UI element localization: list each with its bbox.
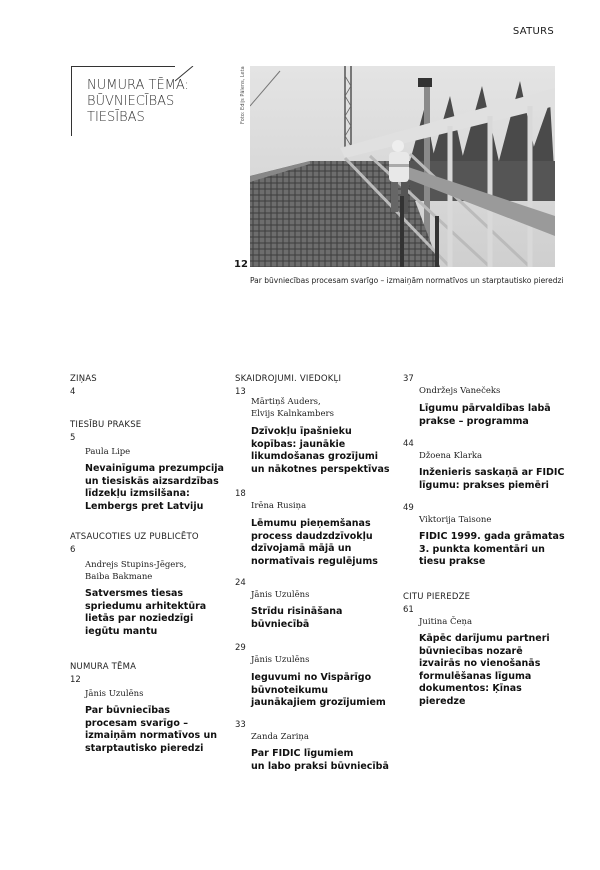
article-title[interactable]: [251, 606, 342, 631]
author-line: Juitina Čeņa: [419, 617, 473, 627]
article-title[interactable]: [419, 403, 551, 428]
page-number: 4: [70, 387, 76, 397]
section-label: TIESĪBU PRAKSE: [70, 420, 142, 430]
section-label: CITU PIEREDZE: [403, 592, 471, 602]
author-line: Zanda Zariņa: [251, 732, 309, 742]
title-line: būvniecībā: [251, 618, 310, 630]
title-line: FIDIC 1999. gada grāmatas: [419, 531, 565, 542]
article-title[interactable]: [251, 748, 389, 773]
section-label: NUMURA TĒMA: [70, 662, 137, 672]
title-line: spriedumu arhitektūra: [85, 600, 207, 612]
article-title[interactable]: [419, 531, 565, 569]
title-line: Dzīvokļu īpašnieku: [251, 426, 352, 437]
title-line: kopības: jaunākie: [251, 438, 346, 450]
section-label: ATSAUCOTIES UZ PUBLICĒTO: [70, 532, 199, 542]
author-line: Irēna Rusiņa: [251, 501, 307, 511]
title-line: līgumu: prakses piemēri: [419, 479, 549, 491]
author-line: Mārtiņš Auders,: [251, 397, 321, 407]
title-line: Lēmumu pieņemšanas: [251, 518, 371, 529]
title-line: būvnoteikumu: [251, 684, 329, 696]
theme-title-line: TIESĪBAS: [87, 110, 145, 125]
photo-page-number: 12: [234, 259, 248, 270]
photo-credit: Foto: Edijs Pālens, Leta: [240, 66, 246, 124]
title-line: procesam svarīgo –: [85, 717, 188, 729]
page-number: 24: [235, 578, 246, 588]
article-author: [419, 616, 472, 628]
title-line: Kāpēc darījumu partneri: [419, 633, 550, 644]
title-line: dokumentos: Ķīnas: [419, 683, 522, 694]
page-number: 37: [403, 374, 414, 384]
author-line: Džoena Klarka: [419, 451, 483, 461]
article-author: [251, 589, 309, 601]
page-number: 18: [235, 489, 246, 499]
article-author: [85, 559, 186, 583]
article-title[interactable]: [251, 672, 386, 710]
page-number: 61: [403, 605, 414, 615]
theme-box-top-rule: [71, 66, 175, 67]
author-line: Ondržejs Vanečeks: [419, 386, 501, 396]
theme-title-line: NUMURA TĒMA:: [87, 78, 189, 93]
title-line: un tiesiskās aizsardzības: [85, 475, 219, 487]
author-line: Jānis Uzulēns: [251, 590, 310, 600]
title-line: Nevainīguma prezumpcija: [85, 463, 224, 474]
article-title[interactable]: [85, 463, 224, 513]
page-number: 12: [70, 675, 81, 685]
section-label: SKAIDROJUMI. VIEDOKĻI: [235, 374, 342, 384]
article-title[interactable]: [251, 426, 390, 476]
construction-photo: [250, 66, 555, 267]
author-line: Viktorija Taisone: [419, 515, 492, 525]
title-line: Satversmes tiesas: [85, 588, 184, 599]
title-line: process daudzdzīvokļu: [251, 530, 373, 542]
photo-caption: Par būvniecības procesam svarīgo – izmaiņām normatīvos un starptautisko pieredzi: [250, 276, 564, 285]
title-line: izvairās no vienošanās: [419, 658, 541, 669]
article-author: [251, 731, 309, 743]
article-title[interactable]: [419, 633, 550, 708]
article-author: [251, 396, 334, 420]
title-line: Par FIDIC līgumiem: [251, 748, 354, 759]
title-line: Strīdu risināšana: [251, 606, 343, 617]
author-line: Jānis Uzulēns: [251, 655, 310, 665]
title-line: Lembergs pret Latviju: [85, 500, 204, 512]
page-number: 29: [235, 643, 246, 653]
title-line: izmaiņām normatīvos un: [85, 730, 218, 741]
title-line: tiesu prakse: [419, 556, 486, 567]
title-line: starptautisko pieredzi: [85, 742, 204, 754]
theme-title-line: BŪVNIECĪBAS: [87, 94, 175, 109]
article-author: [85, 446, 130, 458]
title-line: jaunākajiem grozījumiem: [251, 697, 386, 708]
theme-box: [71, 66, 231, 136]
theme-title: [87, 78, 189, 126]
article-author: [419, 385, 500, 397]
title-line: 3. punkta komentāri un: [419, 543, 545, 555]
title-line: un nākotnes perspektīvas: [251, 463, 390, 475]
title-line: Ieguvumi no Vispārīgo: [251, 672, 372, 683]
page-number: 44: [403, 439, 414, 449]
title-line: būvniecības nozarē: [419, 645, 523, 657]
construction-photo-illustration: [250, 66, 555, 267]
author-line: Paula Lipe: [85, 447, 131, 457]
title-line: likumdošanas grozījumi: [251, 451, 378, 462]
title-line: lietās par noziedzīgi: [85, 613, 194, 624]
title-line: Līgumu pārvaldības labā: [419, 403, 551, 414]
theme-box-left-rule: [71, 66, 72, 136]
author-line: Jānis Uzulēns: [85, 689, 144, 699]
article-author: [251, 500, 306, 512]
title-line: Par būvniecības: [85, 705, 171, 716]
title-line: dzīvojamā mājā un: [251, 543, 352, 554]
header-label: SATURS: [512, 26, 554, 37]
article-author: [419, 450, 482, 462]
page-number: 49: [403, 503, 414, 513]
title-line: iegūtu mantu: [85, 625, 158, 637]
title-line: Inženieris saskaņā ar FIDIC: [419, 467, 565, 478]
article-title[interactable]: [85, 588, 206, 638]
page-number: 33: [235, 720, 246, 730]
article-title[interactable]: [419, 467, 564, 492]
author-line: Elvijs Kalnkambers: [251, 409, 334, 419]
author-line: Baiba Bakmane: [85, 572, 153, 582]
title-line: pieredze: [419, 695, 466, 707]
article-author: [85, 688, 143, 700]
section-label: ZIŅAS: [70, 374, 97, 384]
title-line: normatīvais regulējums: [251, 555, 378, 567]
title-line: formulēšanas līguma: [419, 670, 532, 682]
title-line: līdzekļu izmsilšana:: [85, 488, 190, 499]
page-number: 5: [70, 433, 76, 443]
article-title[interactable]: [85, 705, 217, 755]
article-title[interactable]: [251, 518, 378, 568]
article-author: [251, 654, 309, 666]
title-line: un labo praksi būvniecībā: [251, 760, 389, 772]
title-line: prakse – programma: [419, 415, 529, 427]
page-number: 6: [70, 545, 76, 555]
page-number: 13: [235, 387, 246, 397]
article-author: [419, 514, 491, 526]
author-line: Andrejs Stupins-Jēgers,: [85, 560, 187, 570]
